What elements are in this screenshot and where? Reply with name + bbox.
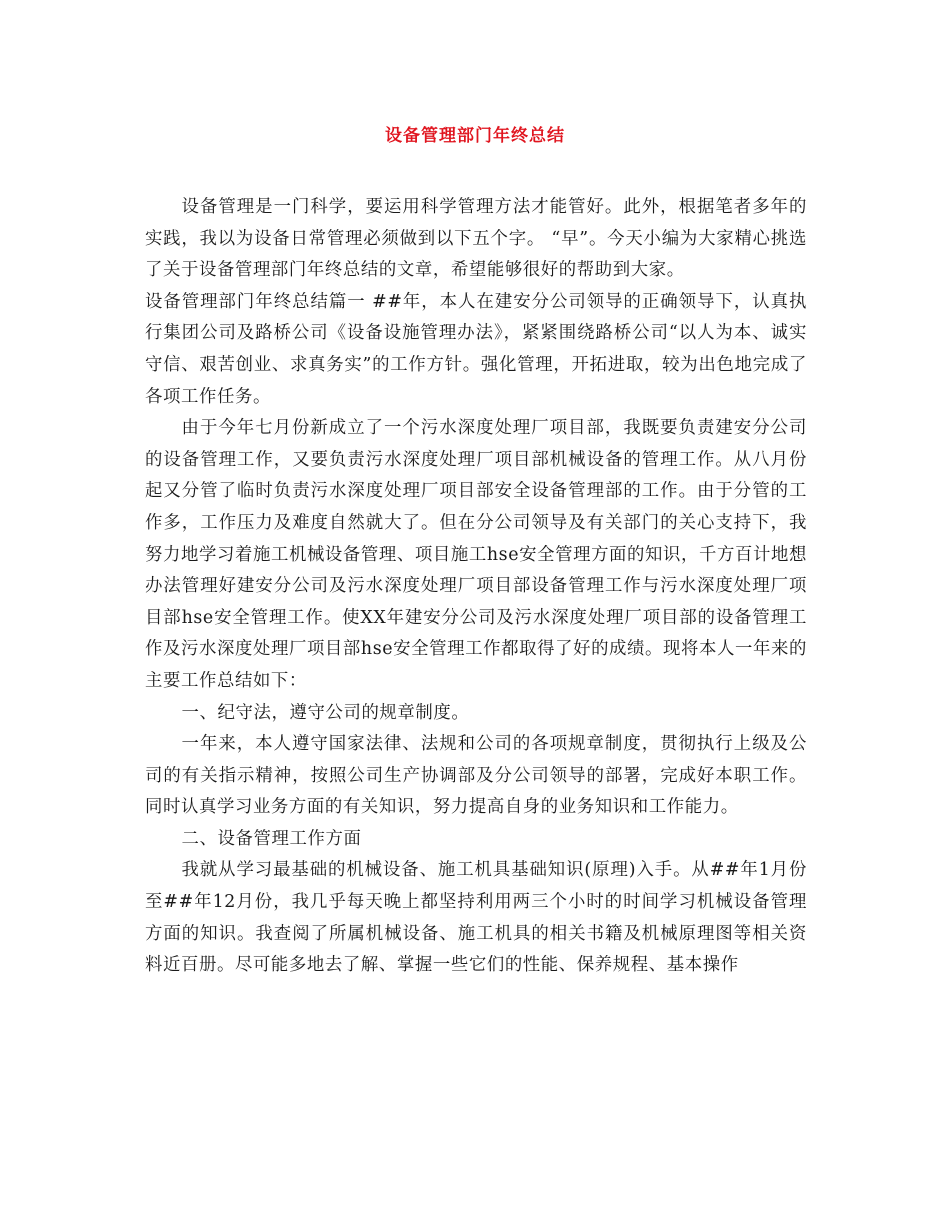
paragraph-2: 设备管理部门年终总结篇一 ##年，本人在建安分公司领导的正确领导下，认真执行集团公司及路桥公司《设备设施管理办法》，紧紧围绕路桥公司“以人为本、诚实守信、艰苦创业、求真务实”的工作方针。强化管理，开拓进取，较为出色地完成了各项工作任务。 xyxy=(145,291,807,407)
section-heading-2: 二、设备管理工作方面 xyxy=(181,828,362,849)
section-heading-1: 一、纪守法，遵守公司的规章制度。 xyxy=(181,702,470,723)
document-title: 设备管理部门年终总结 xyxy=(385,126,565,146)
paragraph-4: 一年来，本人遵守国家法律、法规和公司的各项规章制度，贯彻执行上级及公司的有关指示精神，按照公司生产协调部及分公司领导的部署，完成好本职工作。同时认真学习业务方面的有关知识，努力提高自身的业务知识和工作能力。 xyxy=(145,734,807,818)
document-body xyxy=(145,192,807,982)
paragraph-5: 我就从学习最基础的机械设备、施工机具基础知识(原理)入手。从##年1月份至##年12月份，我几乎每天晚上都坚持利用两三个小时的时间学习机械设备管理方面的知识。我查阅了所属机械设备、施工机具的相关书籍及机械原理图等相关资料近百册。尽可能多地去了解、掌握一些它们的性能、保养规程、基本操作 xyxy=(145,860,807,976)
paragraph-1: 设备管理是一门科学，要运用科学管理方法才能管好。此外，根据笔者多年的实践，我以为设备日常管理必须做到以下五个字。 “早”。今天小编为大家精心挑选了关于设备管理部门年终总结的文章，希望能够很好的帮助到大家。 xyxy=(145,197,807,281)
paragraph-3: 由于今年七月份新成立了一个污水深度处理厂项目部，我既要负责建安分公司的设备管理工作，又要负责污水深度处理厂项目部机械设备的管理工作。从八月份起又分管了临时负责污水深度处理厂项目部安全设备管理部的工作。由于分管的工作多，工作压力及难度自然就大了。但在分公司领导及有关部门的关心支持下，我努力地学习着施工机械设备管理、项目施工hse安全管理方面的知识，千方百计地想办法管理好建安分公司及污水深度处理厂项目部设备管理工作与污水深度处理厂项目部hse安全管理工作。使XX年建安分公司及污水深度处理厂项目部的设备管理工作及污水深度处理厂项目部hse安全管理工作都取得了好的成绩。现将本人一年来的主要工作总结如下： xyxy=(145,418,807,691)
